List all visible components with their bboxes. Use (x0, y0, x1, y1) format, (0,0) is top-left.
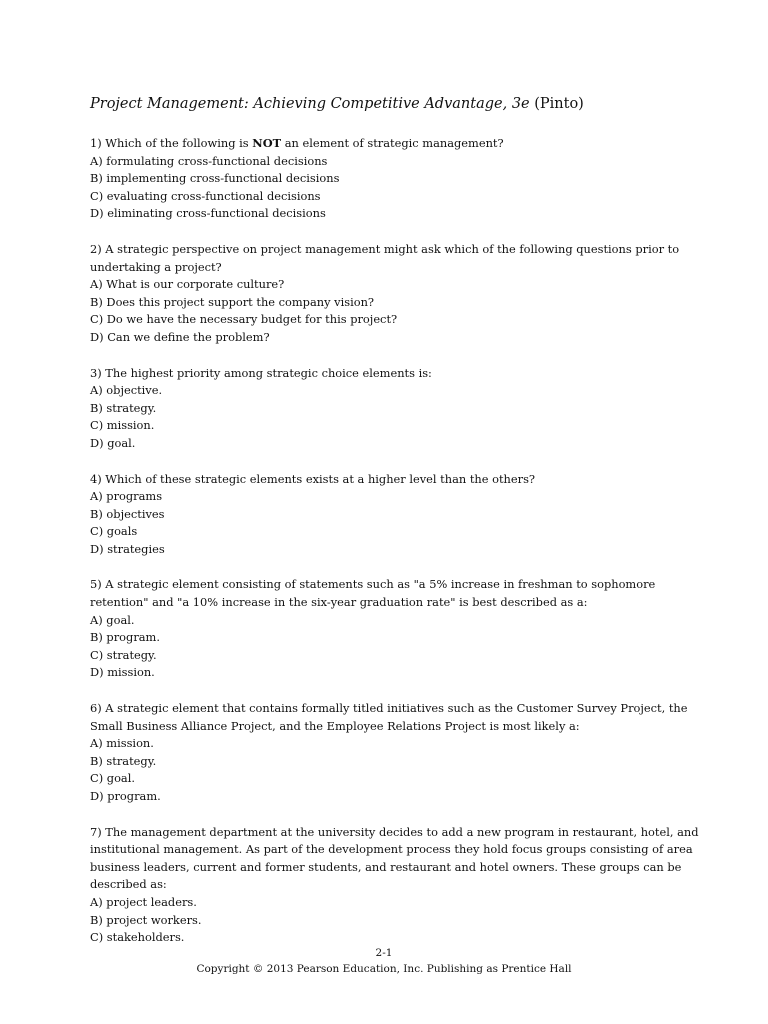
answer-option: D) mission. (90, 665, 155, 680)
answer-option: D) eliminating cross-functional decisions (90, 206, 326, 221)
question-stem-line: 2) A strategic perspective on project management might ask which of the following questions prior to (90, 241, 680, 256)
answer-option: C) evaluating cross-functional decisions (90, 188, 321, 203)
question-1 (90, 135, 690, 223)
question-stem-line: 3) The highest priority among strategic choice elements is: (90, 365, 432, 380)
answer-option: B) strategy. (90, 400, 157, 415)
answer-option: D) strategies (90, 541, 165, 556)
question-stem-line: 7) The management department at the university decides to add a new program in restaurant, hotel, and (90, 824, 699, 839)
answer-option: A) goal. (90, 612, 135, 627)
answer-option: D) goal. (90, 435, 136, 450)
answer-option: B) implementing cross-functional decisions (90, 171, 340, 186)
stem-text: an element of strategic management? (281, 136, 504, 150)
question-6 (90, 700, 690, 806)
answer-option: A) mission. (90, 736, 154, 751)
answer-option: C) Do we have the necessary budget for this project? (90, 312, 398, 327)
answer-option: A) project leaders. (90, 894, 197, 909)
answer-option: C) stakeholders. (90, 930, 185, 945)
copyright-notice: Copyright © 2013 Pearson Education, Inc. Publishing as Prentice Hall (196, 963, 572, 975)
question-7 (90, 824, 699, 947)
question-2 (90, 241, 690, 347)
answer-option: B) Does this project support the company vision? (90, 294, 375, 309)
answer-option: A) objective. (90, 383, 163, 398)
answer-option: C) strategy. (90, 647, 157, 662)
question-stem-line: Small Business Alliance Project, and the Employee Relations Project is most likely a: (90, 718, 580, 733)
question-stem-line: 5) A strategic element consisting of statements such as "a 5% increase in freshman to sophomore (90, 577, 656, 592)
answer-option: C) goal. (90, 771, 135, 786)
answer-option: A) programs (90, 489, 163, 504)
question-stem-line (90, 135, 690, 153)
title-book-name: Project Management: Achieving Competitive Advantage, 3e (90, 96, 530, 112)
answer-option: B) strategy. (90, 753, 157, 768)
question-stem-line: 6) A strategic element that contains formally titled initiatives such as the Customer Survey Project, the (90, 701, 688, 716)
answer-option: A) What is our corporate culture? (90, 277, 285, 292)
answer-option: B) objectives (90, 506, 165, 521)
answer-option: B) program. (90, 630, 160, 645)
question-stem-line: retention" and "a 10% increase in the six-year graduation rate" is best described as a: (90, 595, 588, 610)
question-stem-line: business leaders, current and former students, and restaurant and hotel owners. These groups can be (90, 859, 682, 874)
question-stem-line: undertaking a project? (90, 259, 222, 274)
answer-option: D) Can we define the problem? (90, 329, 270, 344)
question-3 (90, 365, 690, 453)
page-footer (0, 945, 768, 977)
answer-option: B) project workers. (90, 912, 202, 927)
question-stem-line: institutional management. As part of the development process they hold focus groups consisting of area (90, 842, 693, 857)
question-list (90, 135, 699, 965)
question-5 (90, 576, 690, 682)
answer-option: C) mission. (90, 418, 155, 433)
answer-option: D) program. (90, 789, 161, 803)
emphasis-text: NOT (252, 136, 282, 150)
answer-option: C) goals (90, 524, 138, 539)
question-stem-line: 4) Which of these strategic elements exists at a higher level than the others? (90, 471, 536, 486)
answer-option: A) formulating cross-functional decisions (90, 153, 328, 168)
page-number: 2-1 (375, 947, 393, 959)
question-4 (90, 471, 690, 559)
title-author: (Pinto) (529, 96, 584, 112)
stem-text: 1) Which of the following is (90, 136, 253, 150)
document-title (90, 94, 730, 114)
question-stem-line: described as: (90, 877, 167, 892)
